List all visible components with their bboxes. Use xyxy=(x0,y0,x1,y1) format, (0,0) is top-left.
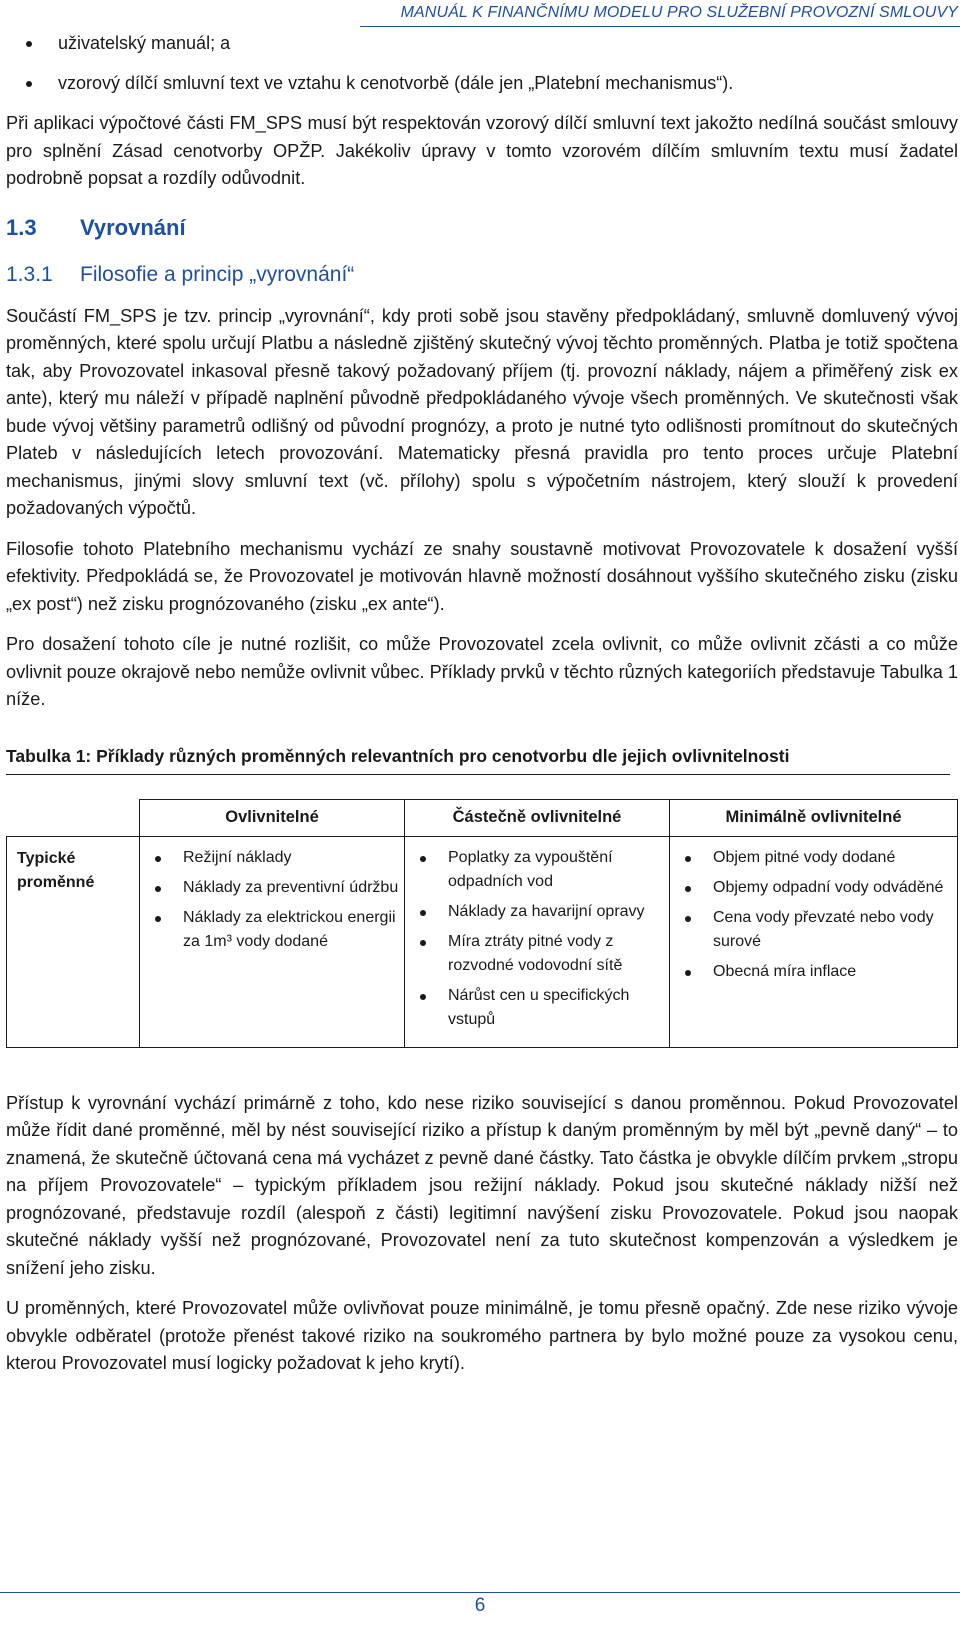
intro-bullet-list xyxy=(6,30,958,97)
column-header: Ovlivnitelné xyxy=(140,799,405,836)
bullet-icon xyxy=(155,856,161,862)
influence-table xyxy=(6,799,958,1048)
caption-rule xyxy=(6,774,950,775)
table-cell xyxy=(670,836,958,1047)
empty-header-cell xyxy=(7,799,140,836)
section-number: 1.3 xyxy=(6,214,37,240)
bullet-icon xyxy=(420,940,426,946)
paragraph-3: Filosofie tohoto Platebního mechanismu vychází ze snahy soustavně motivovat Provozovatele k dosažení vyšší efektivity. Předpokládá se, že Provozovatel je motivován hlavně možností dosáhnout vyššího skutečného zisku (zisku „ex post“) než zisku prognózovaného (zisku „ex ante“). xyxy=(6,538,958,614)
list-item: Míra ztráty pitné vody z rozvodné vodovodní sítě xyxy=(406,930,664,978)
list-item: Nárůst cen u specifických vstupů xyxy=(406,984,664,1032)
list-item: Náklady za preventivní údržbu xyxy=(141,876,399,900)
header-rule xyxy=(360,26,960,27)
paragraph-2: Součástí FM_SPS je tzv. princip „vyrovnání“, kdy proti sobě jsou stavěny předpokládaný, smluvně domluvený vývoj proměnných, které spolu určují Platbu a následně zjištěný skutečný vývoj těchto proměnných. Platba je totiž spočtena tak, aby Provozovatel inkasoval přesně takový požadovaný příjem (tj. provozní náklady, nájem a přiměřený zisk ex ante), který mu náleží v případě naplnění původně předpokládaného vývoje všech proměnných. Ve skutečnosti však bude vývoj většiny parametrů odlišný od původní prognózy, a proto je nutné tyto odlišnosti promítnout do skutečných Plateb v následujících letech provozování. Matematicky přesná pravidla pro tento proces určuje Platební mechanismus, jinými slovy smluvní text (vč. přílohy) spolu s výpočetním nástrojem, který slouží k provedení požadovaných výpočtů. xyxy=(6,305,958,518)
subsection-number: 1.3.1 xyxy=(6,262,53,286)
page-number: 6 xyxy=(474,1595,486,1616)
footer-rule xyxy=(0,1592,960,1593)
list-item: vzorový dílčí smluvní text ve vztahu k cenotvorbě (dále jen „Platební mechanismus“). xyxy=(6,70,958,97)
column-header: Částečně ovlivnitelné xyxy=(405,799,670,836)
column-header: Minimálně ovlivnitelné xyxy=(670,799,958,836)
table-cell xyxy=(140,836,405,1047)
subsection-title: Filosofie a princip „vyrovnání“ xyxy=(80,262,355,286)
paragraph-6: U proměnných, které Provozovatel může ovlivňovat pouze minimálně, je tomu přesně opačný. Zde nese riziko vývoje obvykle odběratel (protože přenést takové riziko na soukromého partnera by bylo možné pouze za vysokou cenu, kterou Provozovatel musí logicky požadovat k jeho krytí). xyxy=(6,1298,958,1373)
list-item: Náklady za havarijní opravy xyxy=(406,900,664,924)
paragraph-1: Při aplikaci výpočtové části FM_SPS musí být respektován vzorový dílčí smluvní text jakožto nedílná součást smlouvy pro splnění Zásad cenotvorby OPŽP. Jakékoliv úpravy v tomto vzorovém dílčím smluvním textu musí žadatel podrobně popsat a rozdíly odůvodnit. xyxy=(6,113,958,188)
bullet-icon xyxy=(685,886,691,892)
header-title: MANUÁL K FINANČNÍMU MODELU PRO SLUŽEBNÍ PROVOZNÍ SMLOUVY xyxy=(400,4,958,21)
section-heading xyxy=(6,215,958,241)
bullet-icon xyxy=(685,916,691,922)
bullet-icon xyxy=(420,994,426,1000)
list-item: Poplatky za vypouštění odpadních vod xyxy=(406,846,664,894)
bullet-icon xyxy=(26,81,32,87)
paragraph-4: Pro dosažení tohoto cíle je nutné rozlišit, co může Provozovatel zcela ovlivnit, co může ovlivnit zčásti a co může ovlivnit pouze okrajově nebo nemůže ovlivnit vůbec. Příklady prvků v těchto různých kategoriích představuje Tabulka 1 níže. xyxy=(6,634,958,709)
list-item: Cena vody převzaté nebo vody surové xyxy=(671,906,952,954)
list-item: Náklady za elektrickou energii za 1m³ vody dodané xyxy=(141,906,399,954)
table-caption: Tabulka 1: Příklady různých proměnných relevantních pro cenotvorbu dle jejich ovlivnitelnosti xyxy=(6,745,790,766)
list-item: uživatelský manuál; a xyxy=(6,30,958,57)
paragraph-5: Přístup k vyrovnání vychází primárně z toho, kdo nese riziko související s danou proměnnou. Pokud Provozovatel může řídit dané proměnné, měl by nést související riziko a přístup k daným proměnným by měl být „pevně daný“ – to znamená, že skutečně účtovaná cena má vycházet z pevně dané částky. Tato částka je obvykle dílčím prvkem „stropu na příjem Provozovatele“ – typickým příkladem jsou režijní náklady. Pokud jsou skutečné náklady nižší než prognózované, představuje rozdíl (alespoň z části) legitimní navýšení zisku Provozovatele. Pokud jsou naopak skutečné náklady vyšší než prognózované, Provozovatel není za tuto skutečnost kompenzován a výsledkem je snížení jeho zisku. xyxy=(6,1092,958,1278)
bullet-icon xyxy=(685,856,691,862)
list-item: Obecná míra inflace xyxy=(671,960,952,984)
list-item: Objemy odpadní vody odváděné xyxy=(671,876,952,900)
bullet-icon xyxy=(420,910,426,916)
bullet-icon xyxy=(420,856,426,862)
row-header: Typické proměnné xyxy=(7,836,140,1047)
bullet-icon xyxy=(155,916,161,922)
list-item: Objem pitné vody dodané xyxy=(671,846,952,870)
bullet-icon xyxy=(26,41,32,47)
document-body xyxy=(6,30,958,1378)
bullet-icon xyxy=(155,886,161,892)
table-cell xyxy=(405,836,670,1047)
section-title: Vyrovnání xyxy=(80,214,186,240)
bullet-icon xyxy=(685,970,691,976)
list-item: Režijní náklady xyxy=(141,846,399,870)
subsection-heading xyxy=(6,263,958,287)
